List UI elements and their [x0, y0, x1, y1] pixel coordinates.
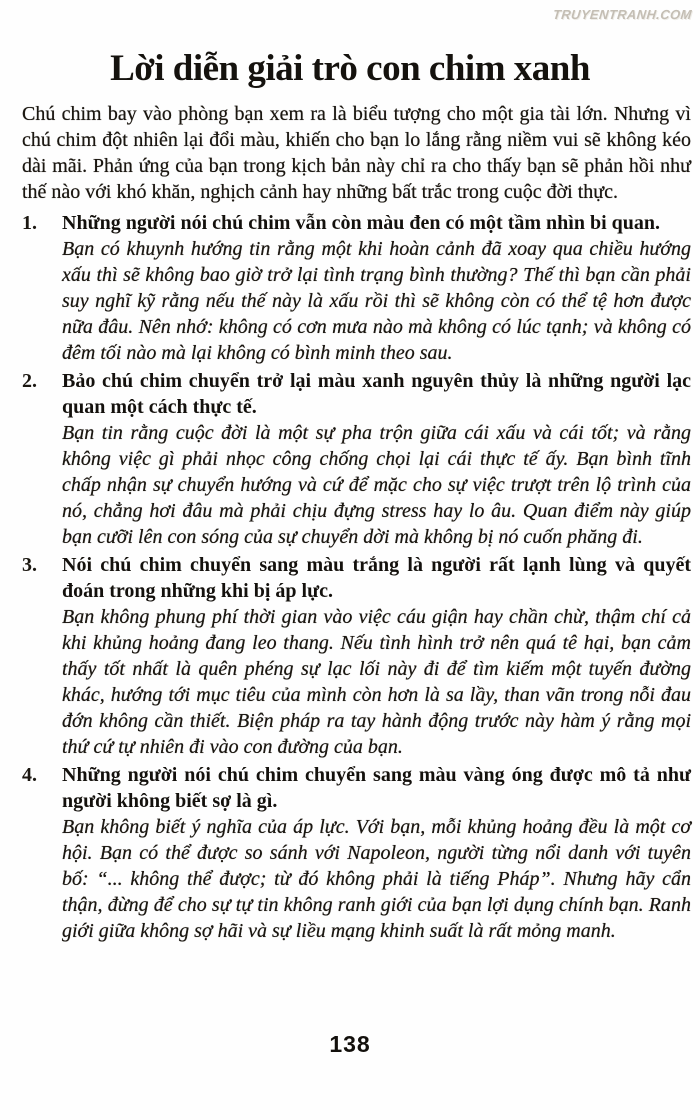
item-body: Bạn không biết ý nghĩa của áp lực. Với bạn, mỗi khủng hoảng đều là một cơ hội. Bạn có thể được so sánh với Napoleon, người từng nổi danh với tuyên bố: “... không thể được; từ đó không phải là tiếng Pháp”. Nhưng hãy cẩn thận, đừng để cho sự tự tin không ranh giới của bạn lợi dụng chính bạn. Ranh giới giữa không sợ hãi và sự liều mạng khinh suất là rất mỏng manh.: [62, 816, 691, 942]
intro-paragraph: Chú chim bay vào phòng bạn xem ra là biểu tượng cho một gia tài lớn. Nhưng vì chú chim đột nhiên lại đổi màu, khiến cho bạn lo lắng rằng niềm vui sẽ không kéo dài mãi. Phản ứng của bạn trong kịch bản này chỉ ra cho thấy bạn sẽ phản hồi như thế nào với khó khăn, nghịch cảnh hay những bất trắc trong cuộc đời thực.: [22, 103, 691, 203]
item-content: [62, 762, 691, 944]
site-watermark: TRUYENTRANH.COM: [552, 7, 693, 22]
item-number: 2.: [22, 370, 37, 392]
list-item-1: [22, 210, 691, 366]
item-body: Bạn có khuynh hướng tin rằng một khi hoàn cảnh đã xoay qua chiều hướng xấu thì sẽ không bao giờ trở lại tình trạng bình thường? Thế thì bạn cần phải suy nghĩ kỹ rằng nếu thế này là xấu rồi thì sẽ không còn có thể tệ hơn được nữa đâu. Nên nhớ: không có cơn mưa nào mà không có lúc tạnh; và không có đêm tối nào mà lại không có bình minh theo sau.: [62, 238, 691, 364]
item-body: Bạn tin rằng cuộc đời là một sự pha trộn giữa cái xấu và cái tốt; và rằng không việc gì phải nhọc công chống chọi lại cái thực tế ấy. Bạn bình tĩnh chấp nhận sự chuyển hướng và cứ để mặc cho sự việc trượt trên lộ trình của nó, chẳng hơi đâu mà phải chịu đựng stress hay lo âu. Quan điểm này giúp bạn cưỡi lên con sóng của sự chuyển dời mà không bị nó cuốn phăng đi.: [62, 422, 691, 548]
item-number: 4.: [22, 764, 37, 786]
item-heading: Bảo chú chim chuyển trở lại màu xanh nguyên thủy là những người lạc quan một cách thực tế.: [62, 370, 691, 418]
interpretation-list: [0, 210, 691, 944]
item-body: Bạn không phung phí thời gian vào việc cáu giận hay chần chừ, thậm chí cả khi khủng hoảng đang leo thang. Nếu tình hình trở nên quá tê hại, bạn cảm thấy tốt nhất là quên phéng sự lạc lối này đi để tìm kiếm một tuyến đường khác, hướng tới mục tiêu của mình còn hơn là sa lầy, than vãn trong nỗi đau đớn không cần thiết. Biện pháp ra tay hành động trước này hàm ý rằng mọi thứ cứ tự nhiên đi vào con đường của bạn.: [62, 606, 691, 758]
list-item-2: [22, 368, 691, 550]
list-item-4: [22, 762, 691, 944]
item-number: 1.: [22, 212, 37, 234]
page-title: Lời diễn giải trò con chim xanh: [110, 48, 590, 89]
list-item-3: [22, 552, 691, 760]
item-number: 3.: [22, 554, 37, 576]
page-number: 138: [329, 1031, 371, 1057]
item-heading: Nói chú chim chuyển sang màu trắng là người rất lạnh lùng và quyết đoán trong những khi bị áp lực.: [62, 554, 691, 602]
item-content: [62, 552, 691, 760]
item-heading: Những người nói chú chim vẫn còn màu đen có một tầm nhìn bi quan.: [62, 212, 660, 234]
item-heading: Những người nói chú chim chuyển sang màu vàng óng được mô tả như người không biết sợ là gì.: [62, 764, 691, 812]
item-content: [62, 210, 691, 366]
item-content: [62, 368, 691, 550]
